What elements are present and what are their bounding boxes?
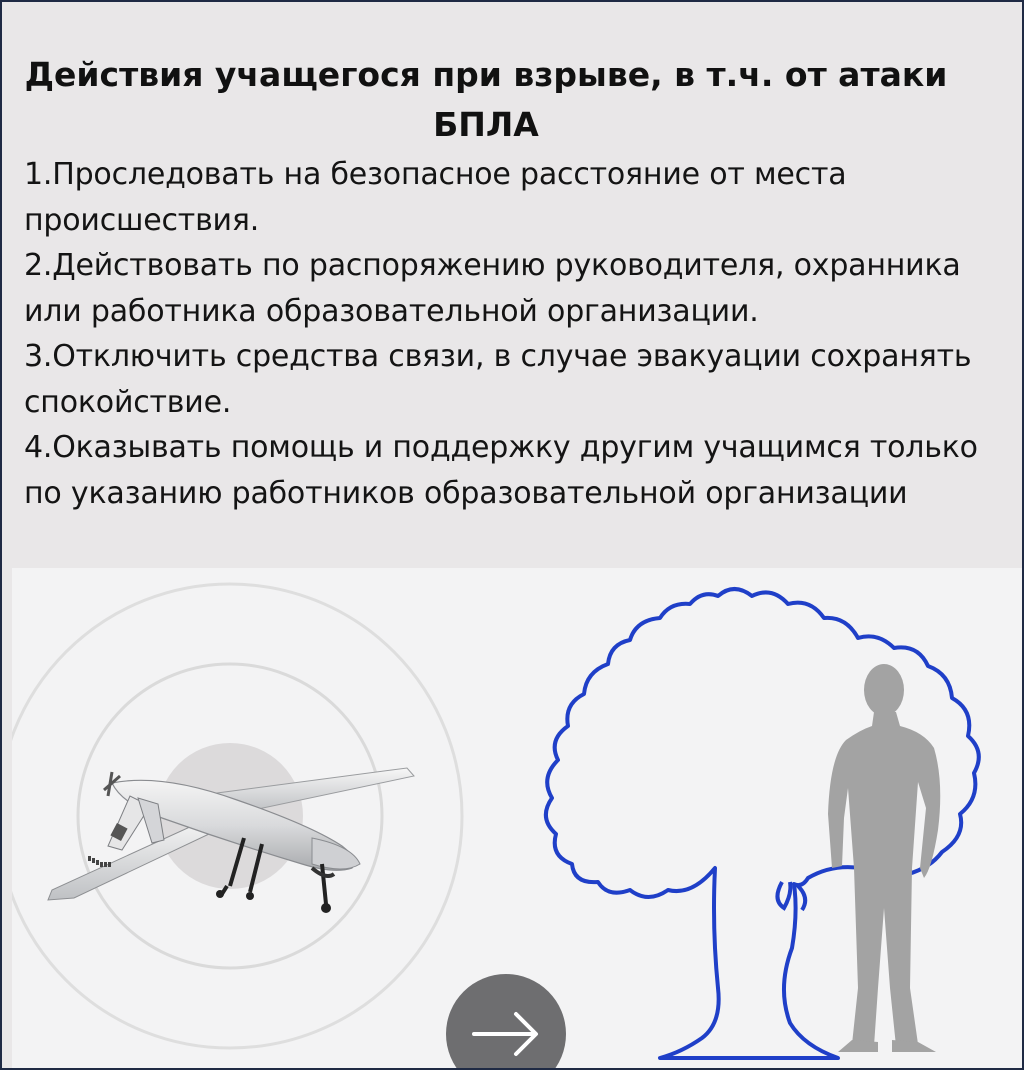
step-4-line-2: по указанию работников образовательной организации <box>24 475 908 511</box>
step-1-line-1: 1.Проследовать на безопасное расстояние от места <box>24 157 847 192</box>
instructions-panel <box>2 2 1022 568</box>
title-line-1: Действия учащегося при взрыве, в т.ч. от атаки <box>24 55 948 94</box>
step-1-line-2: происшествия. <box>24 202 260 238</box>
step-2-line-2: или работника образовательной организации. <box>24 293 759 329</box>
illustration-canvas <box>12 568 1022 1068</box>
step-2-line-1: 2.Действовать по распоряжению руководителя, охранника <box>24 248 961 283</box>
slide-title <box>2 50 970 150</box>
next-button[interactable] <box>446 974 566 1068</box>
step-item-1 <box>24 152 1014 243</box>
title-line-2: БПЛА <box>433 105 539 144</box>
steps-list <box>24 152 1014 516</box>
step-item-2 <box>24 243 1014 334</box>
step-item-3 <box>24 334 1014 425</box>
illustration-panel <box>12 568 1022 1068</box>
step-3-line-1: 3.Отключить средства связи, в случае эвакуации сохранять <box>24 339 972 374</box>
person-silhouette-icon <box>828 664 940 1052</box>
step-4-line-1: 4.Оказывать помощь и поддержку другим учащимся только <box>24 430 978 465</box>
step-item-4 <box>24 425 1014 516</box>
step-3-line-2: спокойствие. <box>24 384 232 420</box>
